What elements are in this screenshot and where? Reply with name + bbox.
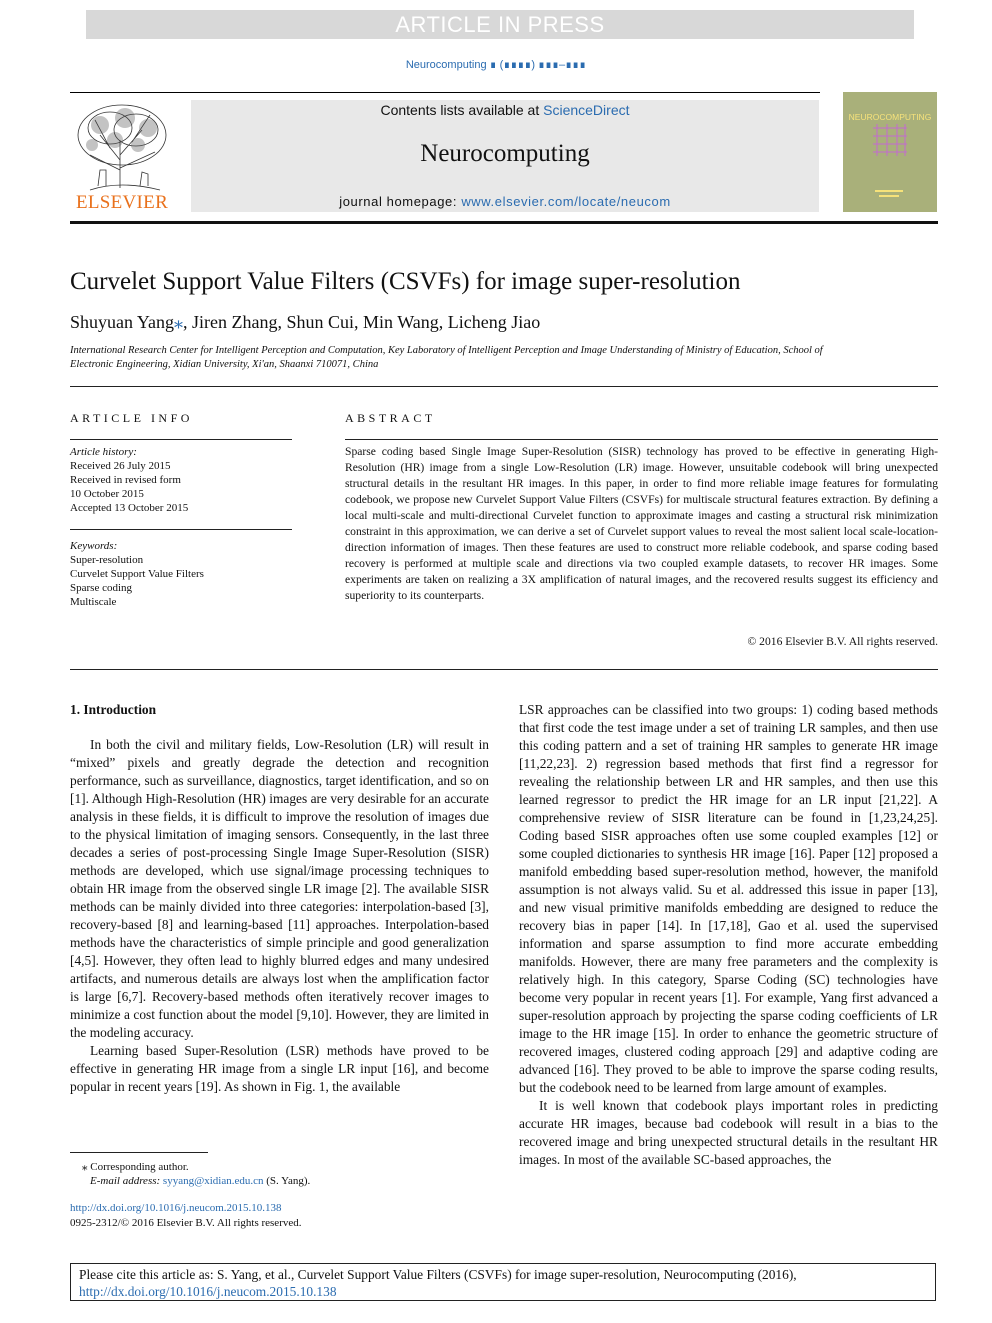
keywords xyxy=(70,539,204,609)
elsevier-wordmark: ELSEVIER xyxy=(75,192,169,213)
keyword: Super-resolution xyxy=(70,554,144,566)
article-title: Curvelet Support Value Filters (CSVFs) for image super-resolution xyxy=(70,268,741,295)
divider xyxy=(70,439,292,440)
divider xyxy=(345,439,938,440)
sciencedirect-link[interactable]: ScienceDirect xyxy=(543,102,630,118)
citation-text: Please cite this article as: S. Yang, et al., Curvelet Support Value Filters (CSVFs) for image super-resolution, Neurocomputing (2016), xyxy=(79,1267,797,1282)
history-item: Accepted 13 October 2015 xyxy=(70,502,189,514)
email-label: E-mail address: xyxy=(90,1175,163,1187)
email-line xyxy=(70,1174,310,1188)
abstract-text: Sparse coding based Single Image Super-Resolution (SISR) technology has proved to be effective in generating High-Resolution (HR) image from a single Low-Resolution (LR) image. However, unsuitable codebook will bring unexpected structural details in the resultant HR images. In this paper, in order to find more reliable image features for formulating codebook, we propose new Curvelet Support Value Filters (CSVFs) for multiscale structural features extraction. By defining a local multi-scale and multi-directional Curvelet function to approximate images and casting a structural risk minimization constraint in this approximation, we can derive a set of Curvelet support values to reveal the most salient local scale-location-direction information of images. Then these features are used to construct more reliable codebook, and sparse coding based recovery is performed at multiple scale and directions via two coupled example datasets, to recover HR images. Some experiments are taken on realizing a 3X amplification of natural images, and the recovered results suggest its efficiency and superiority to its counterparts. xyxy=(345,445,938,602)
divider xyxy=(70,669,938,670)
paragraph: It is well known that codebook plays important roles in predicting accurate HR images, because bad codebook will result in a bias to the recovered image and bring unexpected structural details in the resultant HR images. In most of the available SC-based approaches, the xyxy=(519,1098,938,1167)
author-list xyxy=(70,312,540,333)
copyright: © 2016 Elsevier B.V. All rights reserved. xyxy=(747,635,938,648)
citation-box xyxy=(70,1263,936,1301)
abstract-heading: ABSTRACT xyxy=(345,411,436,425)
homepage-link[interactable]: www.elsevier.com/locate/neucom xyxy=(461,194,671,209)
header-thick-rule xyxy=(70,221,938,224)
email-link[interactable]: syyang@xidian.edu.cn xyxy=(162,1175,264,1187)
right-column xyxy=(519,701,938,1169)
journal-header-box xyxy=(191,100,819,212)
email-suffix: (S. Yang). xyxy=(263,1175,311,1187)
citation-doi-link[interactable]: http://dx.doi.org/10.1016/j.neucom.2015.10.138 xyxy=(79,1284,337,1299)
corresponding-author-marker[interactable]: ⁎ xyxy=(174,312,184,332)
left-column xyxy=(70,736,489,1096)
affiliation: International Research Center for Intelligent Perception and Computation, Key Laboratory of Intelligent Perception and Image Understanding of Ministry of Education, School of Electronic Engineering, Xidian University, Xi'an, Shaanxi 710071, China xyxy=(70,345,823,370)
contents-prefix: Contents lists available at xyxy=(380,102,544,118)
history-label: Article history: xyxy=(70,446,137,458)
contents-line xyxy=(191,102,819,118)
header-rule xyxy=(70,92,820,93)
authors-rest: , Jiren Zhang, Shun Cui, Min Wang, Licheng Jiao xyxy=(183,312,541,332)
cover-graphic xyxy=(843,92,937,212)
issn-line: 0925-2312/© 2016 Elsevier B.V. All rights reserved. xyxy=(70,1217,302,1229)
author-first: Shuyuan Yang xyxy=(70,312,175,332)
corresponding-author-note: ⁎ Corresponding author. xyxy=(82,1161,189,1173)
journal-cover-thumbnail xyxy=(843,92,937,212)
homepage-prefix: journal homepage: xyxy=(339,194,462,209)
cover-title: NEUROCOMPUTING xyxy=(848,112,932,122)
divider xyxy=(70,386,938,387)
keyword: Curvelet Support Value Filters xyxy=(70,568,204,580)
journal-citation-link[interactable]: Neurocomputing ∎ (∎∎∎∎) ∎∎∎–∎∎∎ xyxy=(405,59,587,71)
keyword: Sparse coding xyxy=(70,582,133,594)
keyword: Multiscale xyxy=(70,596,117,608)
paragraph: LSR approaches can be classified into two groups: 1) coding based methods that first code the test image under a set of training LR samples, and then use this coding pattern and a set of training HR samples to generate HR image [11,22,23]. 2) regression based methods that first find a regressor for revealing the relationship between LR and HR samples, and then use this learned regressor to predict the HR image for an LR input [21,22]. A comprehensive review of SISR literature can be found in [1,23,24,25]. Coding based SISR approaches often use some coupled examples [12] or some coupled dictionaries to synthesis HR image [16]. Paper [12] proposed a manifold embedding based super-resolution method, however, the manifold assumption is not always valid. Su et al. addressed this issue in paper [13], and new visual primitive manifolds embedding are designed to reduce the recovery bias in paper [14]. In [17,18], Gao et al. used the supervised information and sparse assumption to find more accurate embedding manifolds. However, there are many free parameters and the complexity is relatively high. In this category, Sparse Coding (SC) technologies have become very popular in recent years [1]. For example, Yang first advanced a super-resolution approach by projecting the sparse coding coefficients of LR image to the HR image [15]. In order to enhance the geometric structure of recovered images, clustered coding approach [29] and adaptive coding are advanced [16]. They proved to be able to improve the sparse coding results, but the codebook need to be learned from large amount of examples. xyxy=(519,702,938,1095)
article-history xyxy=(70,445,188,515)
keywords-label: Keywords: xyxy=(70,540,118,552)
history-item: Received in revised form xyxy=(70,474,181,486)
footnote-rule xyxy=(70,1152,208,1153)
article-in-press-banner: ARTICLE IN PRESS xyxy=(86,10,914,39)
section-heading-introduction: 1. Introduction xyxy=(70,702,157,717)
doi-link[interactable]: http://dx.doi.org/10.1016/j.neucom.2015.10.138 xyxy=(70,1202,282,1214)
article-info-heading: ARTICLE INFO xyxy=(70,411,193,425)
paragraph: Learning based Super-Resolution (LSR) methods have proved to be effective in generating HR image from a single LR input [16], and become popular in recent years [19]. As shown in Fig. 1, the available xyxy=(70,1043,489,1094)
divider xyxy=(70,529,292,530)
history-item: 10 October 2015 xyxy=(70,488,144,500)
journal-name: Neurocomputing xyxy=(420,140,590,167)
journal-homepage xyxy=(191,194,819,209)
paragraph: In both the civil and military fields, Low-Resolution (LR) will result in “mixed” pixels and greatly degrade the detection and recognition performance, such as surveillance, diagnostics, target identification, and so on [1]. Although High-Resolution (HR) images are very desirable for an accurate analysis in these fields, it is difficult to improve the resolution of images due to the physical limitation of imaging sensors. Consequently, in the last three decades a series of post-processing Single Image Super-Resolution (SISR) methods are developed, which use signal/image processing techniques to obtain HR image from the observed single LR image [2]. The available SISR methods can be mainly divided into three categories: interpolation-based [3], recovery-based [8] and learning-based [11] approaches. Interpolation-based methods have the characteristics of simple principle and good generalization [4,5]. However, they often lead to highly blurred edges and many undesired artifacts, and numerous details are always lost when the amplification factor is large [6,7]. Recovery-based methods often iteratively recover images to minimize a cost function about the model [9,10]. However, they are limited in the modeling accuracy. xyxy=(70,737,489,1040)
history-item: Received 26 July 2015 xyxy=(70,460,171,472)
